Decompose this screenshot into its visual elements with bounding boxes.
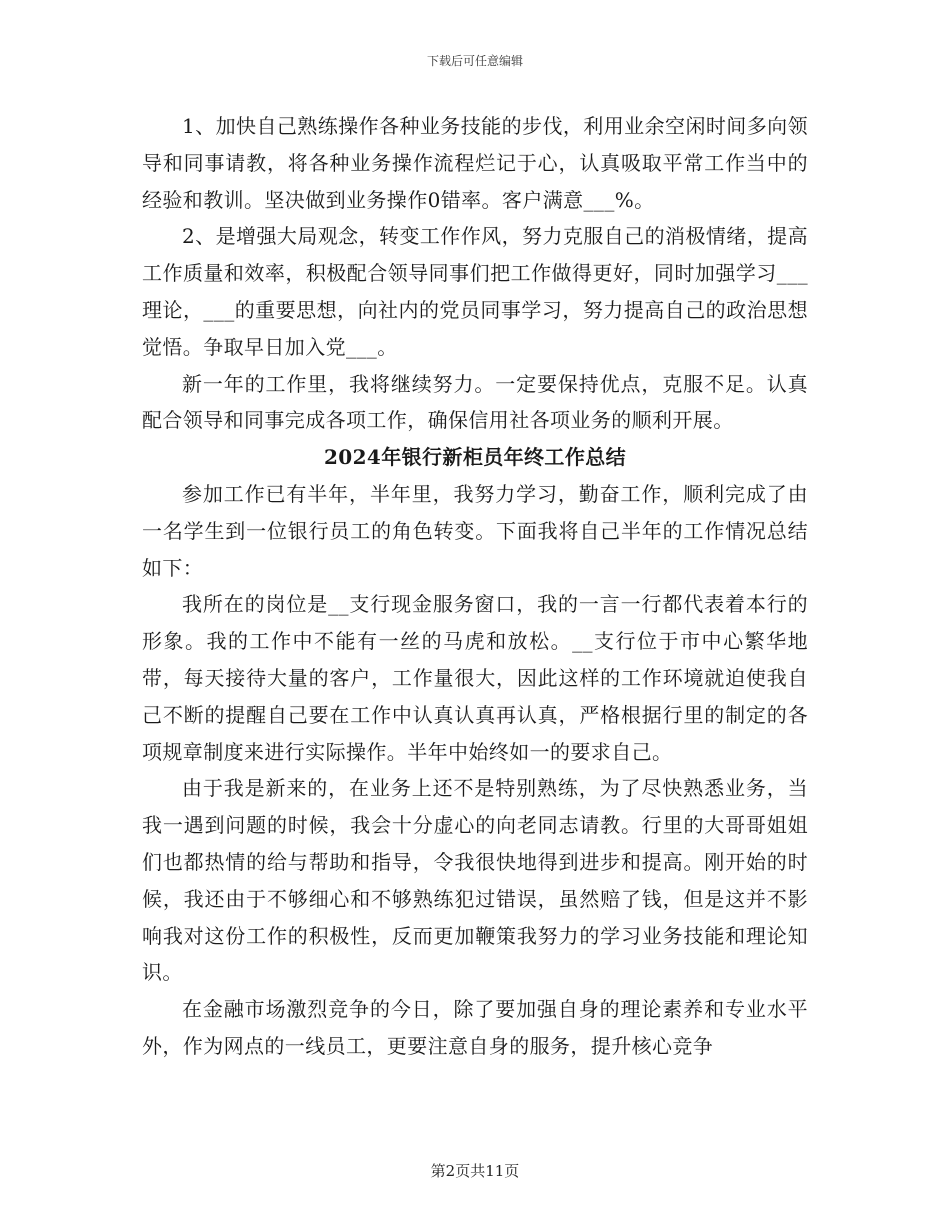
page-footer: 第2页共11页 [430,1162,520,1180]
paragraph: 新一年的工作里，我将继续努力。一定要保持优点，克服不足。认真配合领导和同事完成各项工作，确保信用社各项业务的顺利开展。 [142,371,808,433]
paragraph: 2、是增强大局观念，转变工作作风，努力克服自己的消极情绪，提高工作质量和效率，积极配合领导同事们把工作做得更好，同时加强学习___理论，___的重要思想，向社内的党员同事学习，努力提高自己的政治思想觉悟。争取早日加入党___。 [142,224,808,359]
paragraph: 我所在的岗位是__支行现金服务窗口，我的一言一行都代表着本行的形象。我的工作中不能有一丝的马虎和放松。__支行位于市中心繁华地带，每天接待大量的客户，工作量很大，因此这样的工作环境就迫使我自己不断的提醒自己要在工作中认真认真再认真，严格根据行里的制定的各项规章制度来进行实际操作。半年中始终如一的要求自己。 [142,592,808,764]
paragraph: 参加工作已有半年，半年里，我努力学习，勤奋工作，顺利完成了由一名学生到一位银行员工的角色转变。下面我将自己半年的工作情况总结如下： [142,481,808,580]
paragraph: 1、加快自己熟练操作各种业务技能的步伐，利用业余空闲时间多向领导和同事请教，将各种业务操作流程烂记于心，认真吸取平常工作当中的经验和教训。坚决做到业务操作0错率。客户满意___%。 [142,114,808,212]
document-body [142,108,808,1065]
section-title: 2024年银行新柜员年终工作总结 [323,445,627,470]
page-header: 下载后可任意编辑 [426,54,523,68]
paragraph: 由于我是新来的，在业务上还不是特别熟练，为了尽快熟悉业务，当我一遇到问题的时候，我会十分虚心的向老同志请教。行里的大哥哥姐姐们也都热情的给与帮助和指导，令我很快地得到进步和提高。刚开始的时候，我还由于不够细心和不够熟练犯过错误，虽然赔了钱，但是这并不影响我对这份工作的积极性，反而更加鞭策我努力的学习业务技能和理论知识。 [142,776,808,985]
paragraph: 在金融市场激烈竞争的今日，除了要加强自身的理论素养和专业水平外，作为网点的一线员工，更要注意自身的服务，提升核心竞争 [142,997,808,1058]
